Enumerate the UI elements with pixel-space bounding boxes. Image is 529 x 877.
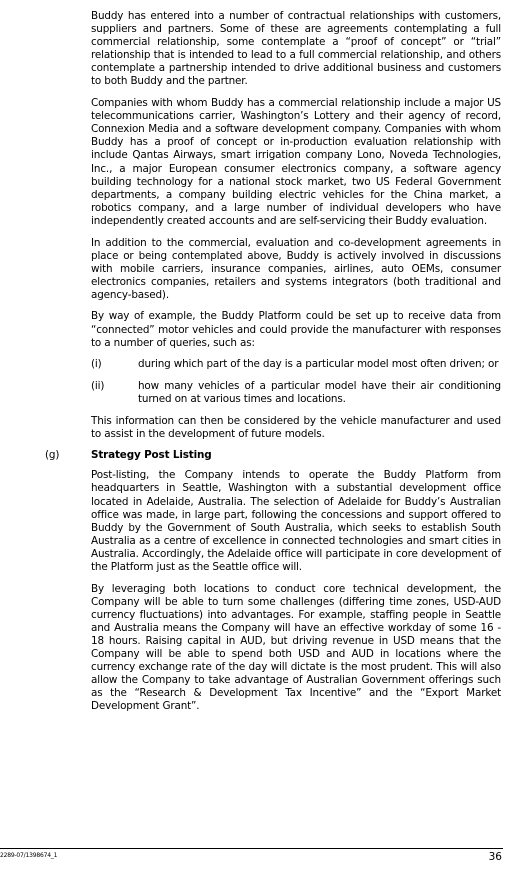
paragraph-post-listing: Post-listing, the Company intends to operate the Buddy Platform from headquarters in Seattle, Washington with a substantial development office located in Adelaide, Australia. The selection of Adelaide for Buddy’s Australian office was made, in large part, following the concessions and support offered to Buddy by the Government of South Australia, which seeks to establish South Australia as a centre of excellence in connected technologies and smart cities in Australia. Accordingly, the Adelaide office will participate in core development of the Platform just as the Seattle office will. <box>91 469 501 573</box>
section-label: (g) <box>45 449 60 462</box>
page-number: 36 <box>488 851 502 863</box>
section-heading <box>45 449 501 462</box>
footer-document-reference: 2289-07/1398674_1 <box>0 852 58 859</box>
list-item-text: during which part of the day is a particular model most often driven; or <box>138 358 499 371</box>
list-item-text: how many vehicles of a particular model have their air conditioning turned on at various times and locations. <box>138 379 501 405</box>
paragraph-contractual-relationships: Buddy has entered into a number of contractual relationships with customers, suppliers and partners. Some of these are agreements contemplating a full commercial relationship, some contemplate a “proof of concept” or “trial” relationship that is intended to lead to a full commercial relationship, and others contemplate a partnership intended to drive additional business and customers to both Buddy and the partner. <box>91 10 501 88</box>
body-column <box>45 10 501 722</box>
paragraph-leveraging-locations: By leveraging both locations to conduct core technical development, the Company will be able to turn some challenges (differing time zones, USD-AUD currency fluctuations) into advantages. For example, staffing people in Seattle and Australia means the Company will have an effective workday of some 16 - 18 hours. Raising capital in AUD, but driving revenue in USD means that the Company will be able to spend both USD and AUD in locations where the currency exchange rate of the day will dictate is the most prudent. This will also allow the Company to take advantage of Australian Government offerings such as the “Research & Development Tax Incentive” and the “Export Market Development Grant”. <box>91 582 501 713</box>
paragraph-information-use: This information can then be considered by the vehicle manufacturer and used to assist in the development of future models. <box>91 414 501 440</box>
paragraph-example: By way of example, the Buddy Platform could be set up to receive data from “connected” motor vehicles and could provide the manufacturer with responses to a number of queries, such as: <box>91 310 501 349</box>
paragraph-commercial-companies: Companies with whom Buddy has a commercial relationship include a major US telecommunications carrier, Washington’s Lottery and their agency of record, Connexion Media and a software development company. Companies with whom Buddy has a proof of concept or in-production evaluation relationship with include Qantas Airways, smart irrigation company Lono, Noveda Technologies, Inc., a major European consumer electronics company, a software agency building technology for a national stock market, two US Federal Government departments, a company building electric vehicles for the China market, a robotics company, and a large number of individual developers who have independently created accounts and are self-servicing their Buddy evaluation. <box>91 97 501 227</box>
footer-divider <box>0 848 503 849</box>
section-title: Strategy Post Listing <box>91 449 212 462</box>
list-item-number: (i) <box>91 358 102 371</box>
list-item <box>91 358 501 371</box>
list-item-number: (ii) <box>91 379 105 392</box>
list-item <box>91 380 501 406</box>
paragraph-discussions: In addition to the commercial, evaluation and co-development agreements in place or being contemplated above, Buddy is actively involved in discussions with mobile carriers, insurance companies, airlines, auto OEMs, consumer electronics companies, retailers and systems integrators (both traditional and agency-based). <box>91 236 501 301</box>
